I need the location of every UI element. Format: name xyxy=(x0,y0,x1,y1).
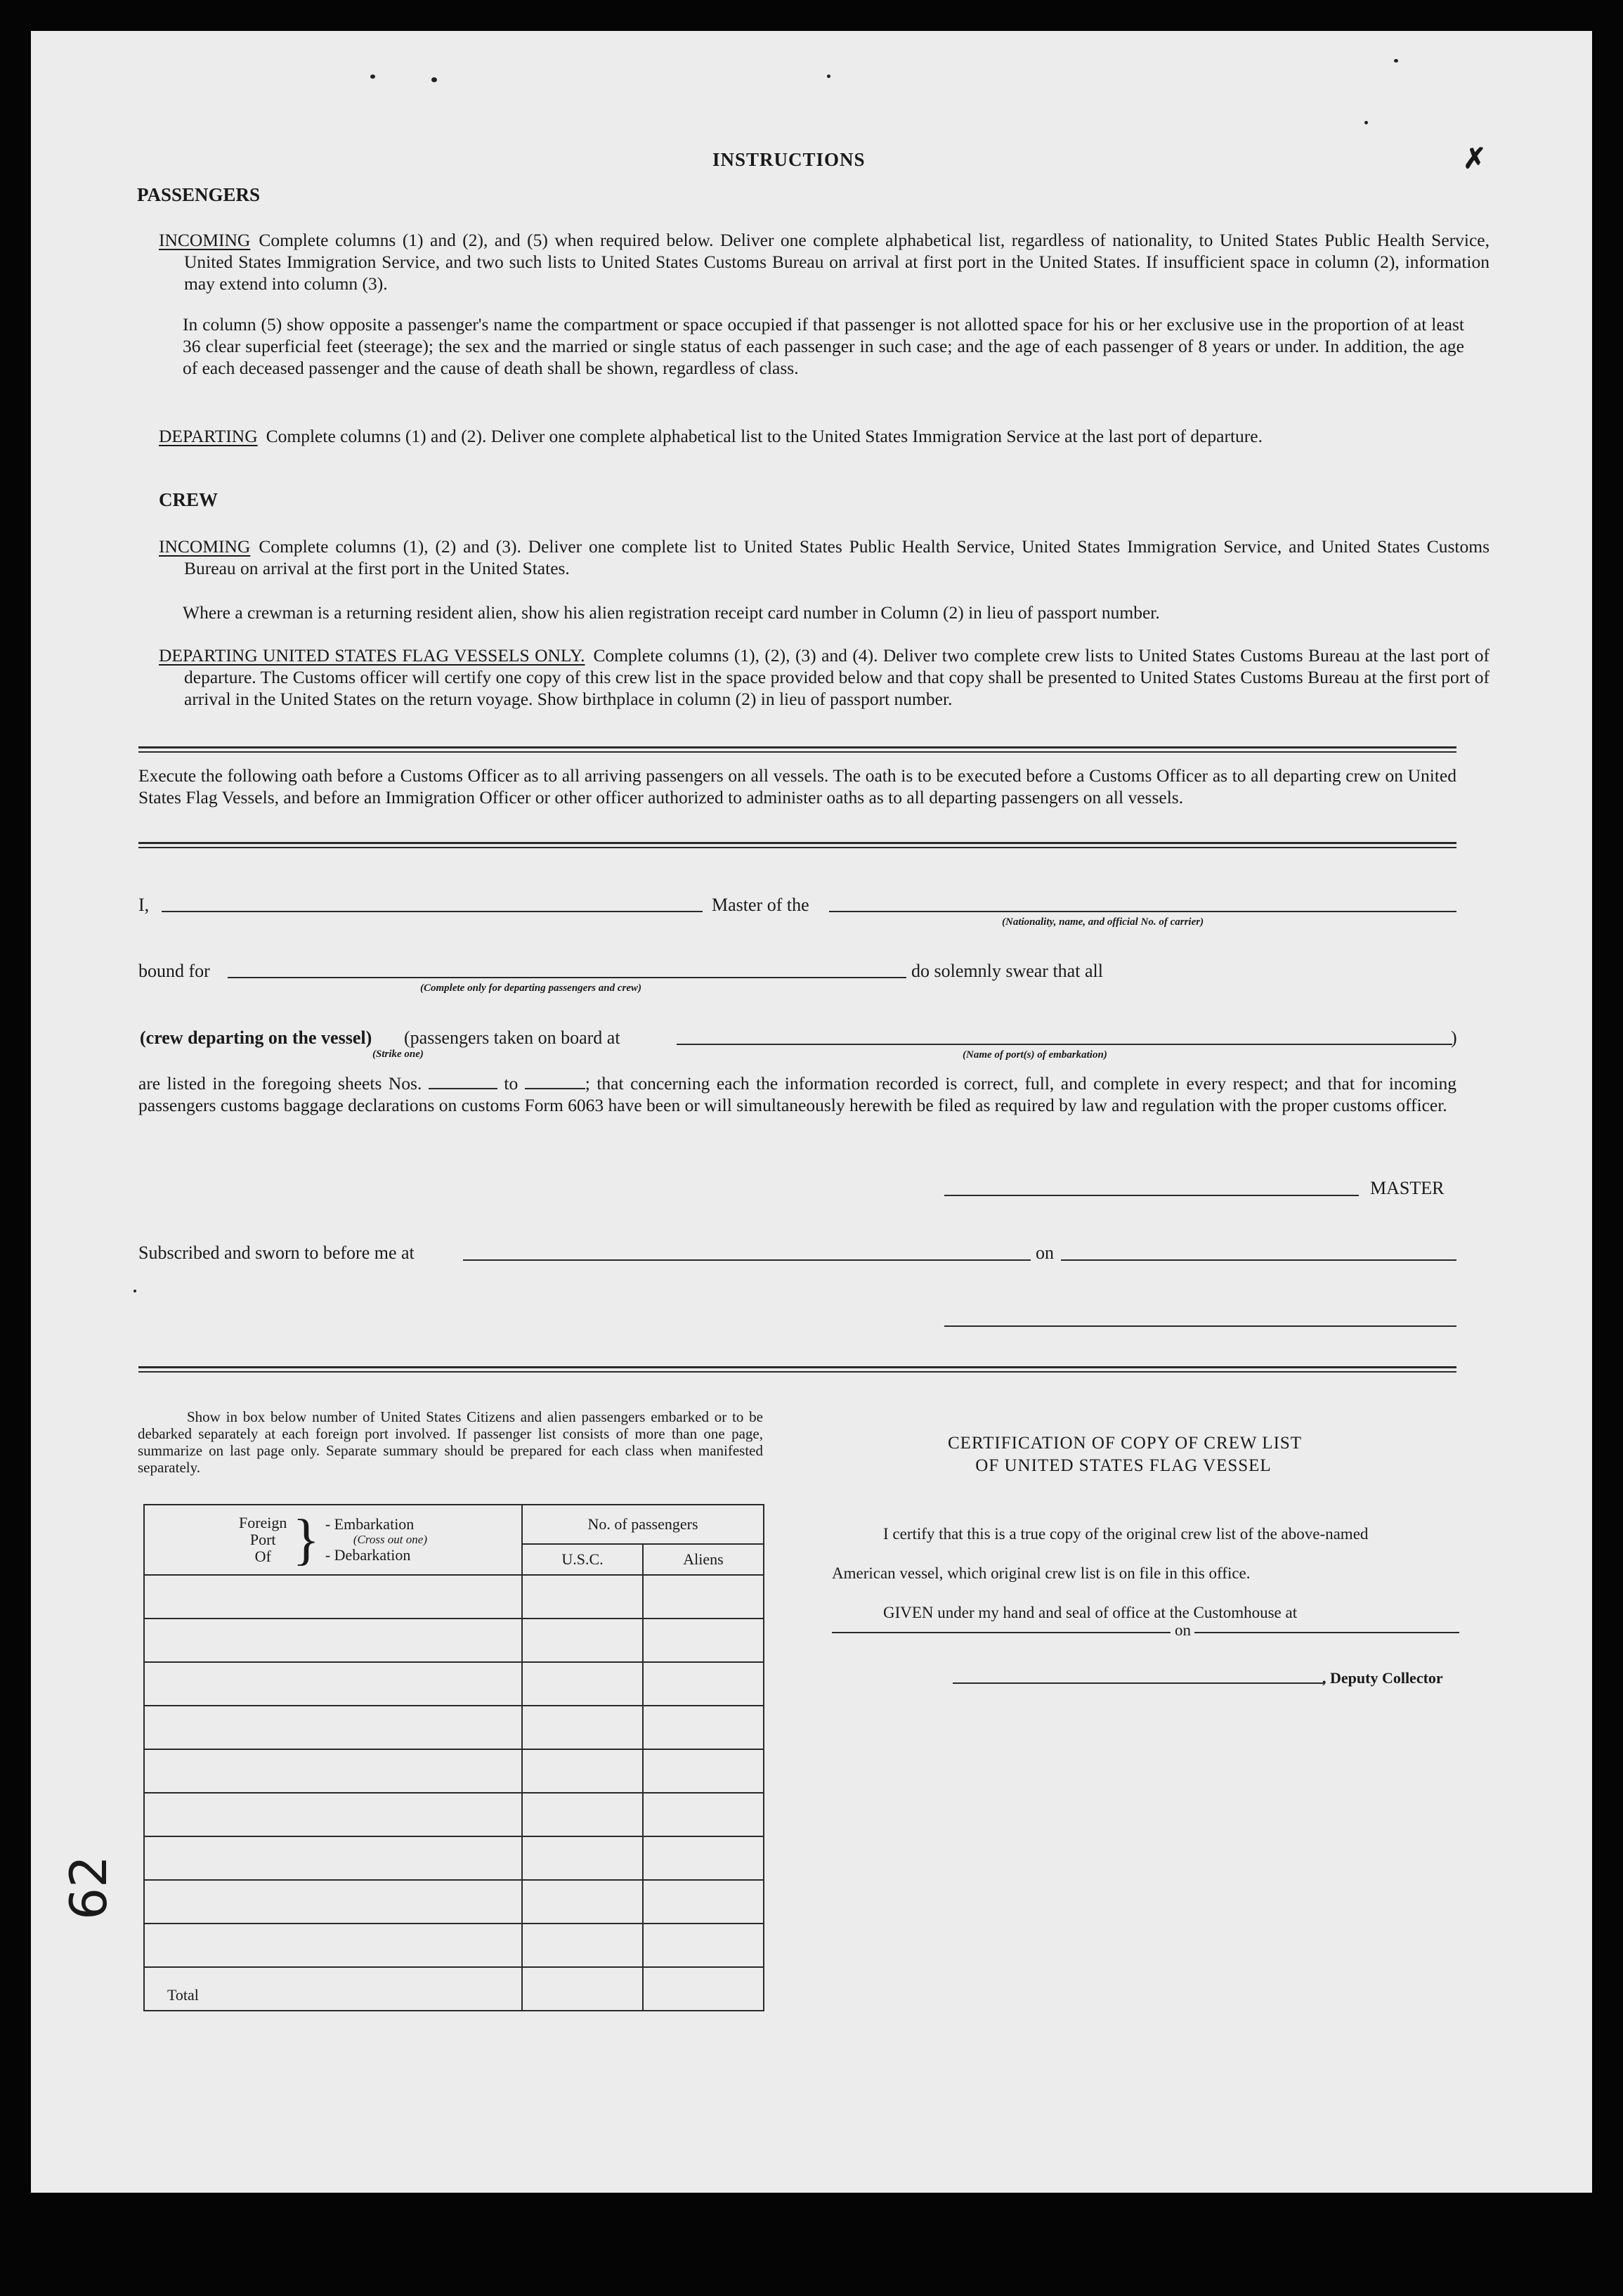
foreign-port-of xyxy=(239,1515,287,1565)
departing-label: DEPARTING xyxy=(159,426,258,446)
bound-for-field[interactable] xyxy=(228,977,906,978)
aliens-cell[interactable] xyxy=(643,1662,764,1706)
deputy-signature-field[interactable] xyxy=(953,1682,1324,1684)
speck xyxy=(431,77,437,82)
certification-title xyxy=(948,1432,1303,1477)
usc-header: U.S.C. xyxy=(522,1544,643,1575)
sheet-from-field[interactable] xyxy=(429,1088,497,1089)
debarkation-label: - Debarkation xyxy=(325,1546,411,1564)
port-cell[interactable] xyxy=(144,1924,522,1967)
brace-glyph: } xyxy=(292,1509,320,1571)
carrier-field[interactable] xyxy=(829,911,1456,912)
certification-title-line1: CERTIFICATION OF COPY OF CREW LIST xyxy=(948,1434,1303,1453)
sheet-to-field[interactable] xyxy=(525,1088,585,1089)
departing-text: Complete columns (1) and (2). Deliver one complete alphabetical list to the United States Immigration Service at the last port of departure. xyxy=(266,426,1263,446)
crew-incoming-text: Complete columns (1), (2) and (3). Deliver one complete list to United States Public Health Service, United States Immigration Service, and United States Customs Bureau on arrival at the first port in the United States. xyxy=(184,536,1490,578)
summary-instructions: Show in box below number of United States Citizens and alien passengers embarked or to be debarked separately at each foreign port involved. If passenger list consists of more than one page, summarize on last page only. Separate summary should be prepared for each class when manifested separately. xyxy=(138,1408,763,1476)
port-caption: (Name of port(s) of embarkation) xyxy=(963,1049,1107,1061)
crewman-instructions: Where a crewman is a returning resident alien, show his alien registration receipt card number in Column (2) in lieu of passport number. xyxy=(183,602,1160,623)
passenger-summary-table xyxy=(143,1504,764,2011)
speck xyxy=(827,74,830,78)
certification-date-field[interactable] xyxy=(1194,1632,1459,1633)
sheets-statement xyxy=(138,1072,1456,1116)
port-cell[interactable] xyxy=(144,1793,522,1836)
speck xyxy=(133,1290,136,1292)
incoming-label: INCOMING xyxy=(159,230,251,250)
certify-line2: American vessel, which original crew list is on file in this office. xyxy=(832,1564,1251,1582)
of-label: Of xyxy=(254,1548,271,1565)
instructions-title: INSTRUCTIONS xyxy=(712,149,866,170)
given-text: GIVEN under my hand and seal of office at the Customhouse at xyxy=(883,1604,1298,1621)
aliens-cell[interactable] xyxy=(643,1880,764,1924)
usc-cell[interactable] xyxy=(522,1836,643,1880)
crew-heading: CREW xyxy=(159,489,219,510)
bound-caption: (Complete only for departing passengers and crew) xyxy=(420,982,641,994)
oath-instructions: Execute the following oath before a Customs Officer as to all arriving passengers on all vessels. The oath is to be executed before a Customs Officer as to all departing crew on United States Flag Vessels, and before an Immigration Officer or other officer authorized to administer oaths as to all departing passengers on all vessels. xyxy=(138,765,1456,808)
passengers-departing-instructions xyxy=(159,425,1490,447)
port-cell[interactable] xyxy=(144,1836,522,1880)
i-label: I, xyxy=(138,895,150,915)
column5-instructions: In column (5) show opposite a passenger's name the compartment or space occupied if that passenger is not allotted space for his or her exclusive use in the proportion of at least 36 clear superficial feet (steerage); the sex and the married or single status of each passenger in such case; and the age of each passenger of 8 years or under. In addition, the age of each deceased passenger and the cause of death shall be shown, regardless of class. xyxy=(183,314,1464,378)
passengers-incoming-instructions xyxy=(159,229,1490,294)
usc-cell[interactable] xyxy=(522,1924,643,1967)
speck xyxy=(1394,59,1398,63)
to-label: to xyxy=(504,1073,519,1094)
pen-mark: ✗ xyxy=(1463,143,1487,174)
port-cell[interactable] xyxy=(144,1575,522,1619)
sworn-on-label: on xyxy=(1036,1243,1054,1263)
port-cell[interactable] xyxy=(144,1619,522,1662)
incoming-text: Complete columns (1) and (2), and (5) when required below. Deliver one complete alphabetical list, regardless of nationality, to United States Public Health Service, United States Immigration Service, and two such lists to United States Customs Bureau on arrival at first port in the United States. If insufficient space in column (2), information may extend into column (3). xyxy=(184,230,1490,294)
port-header-cell xyxy=(144,1505,522,1575)
aliens-cell[interactable] xyxy=(643,1836,764,1880)
cross-out-caption: (Cross out one) xyxy=(353,1533,427,1546)
swear-label: do solemnly swear that all xyxy=(911,961,1103,981)
form-page xyxy=(31,31,1592,2193)
aliens-cell[interactable] xyxy=(643,1706,764,1749)
officer-signature-field[interactable] xyxy=(944,1325,1456,1327)
speck xyxy=(1364,121,1368,124)
usc-cell[interactable] xyxy=(522,1575,643,1619)
embarkation-ports-field[interactable] xyxy=(677,1044,1452,1045)
aliens-total-cell[interactable] xyxy=(643,1967,764,2011)
strike-caption: (Strike one) xyxy=(372,1049,424,1060)
customhouse-field[interactable] xyxy=(832,1632,1171,1633)
crew-departing-label: (crew departing on the vessel) xyxy=(140,1027,372,1048)
port-cell[interactable] xyxy=(144,1662,522,1706)
master-of-label: Master of the xyxy=(712,895,809,915)
usc-cell[interactable] xyxy=(522,1662,643,1706)
flag-vessel-label: DEPARTING UNITED STATES FLAG VESSELS ONLY. xyxy=(159,645,585,666)
no-passengers-header: No. of passengers xyxy=(522,1505,764,1544)
speck xyxy=(370,74,375,79)
aliens-cell[interactable] xyxy=(643,1575,764,1619)
bound-for-label: bound for xyxy=(138,961,210,981)
crew-incoming-label: INCOMING xyxy=(159,536,251,557)
passengers-heading: PASSENGERS xyxy=(137,184,261,205)
divider xyxy=(138,746,1456,753)
embarkation-options xyxy=(325,1517,427,1563)
divider xyxy=(138,842,1456,848)
certification-on-label: on xyxy=(1175,1621,1191,1639)
usc-cell[interactable] xyxy=(522,1793,643,1836)
embarkation-label: - Embarkation xyxy=(325,1515,415,1533)
handwritten-margin-number: 62 xyxy=(58,1855,118,1920)
deputy-collector-label: , Deputy Collector xyxy=(1322,1669,1443,1687)
certify-line1: I certify that this is a true copy of the original crew list of the above-named xyxy=(883,1525,1369,1543)
master-name-field[interactable] xyxy=(162,911,703,912)
usc-cell[interactable] xyxy=(522,1749,643,1793)
total-label: Total xyxy=(144,1967,522,2011)
passengers-taken-option[interactable]: (passengers taken on board at xyxy=(404,1027,620,1048)
port-label: Port xyxy=(249,1531,276,1548)
aliens-cell[interactable] xyxy=(643,1749,764,1793)
listed-prefix: are listed in the foregoing sheets Nos. xyxy=(138,1073,422,1094)
usc-cell[interactable] xyxy=(522,1619,643,1662)
master-label: MASTER xyxy=(1370,1178,1445,1198)
sworn-date-field[interactable] xyxy=(1061,1259,1456,1261)
usc-total-cell[interactable] xyxy=(522,1967,643,2011)
flag-vessel-instructions xyxy=(159,644,1490,710)
master-signature-field[interactable] xyxy=(944,1195,1359,1196)
usc-cell[interactable] xyxy=(522,1880,643,1924)
aliens-cell[interactable] xyxy=(643,1924,764,1967)
aliens-cell[interactable] xyxy=(643,1619,764,1662)
divider xyxy=(138,1366,1456,1373)
crew-incoming-instructions xyxy=(159,536,1490,579)
certification-title-line2: OF UNITED STATES FLAG VESSEL xyxy=(975,1456,1272,1475)
flag-vessel-text: Complete columns (1), (2), (3) and (4). Deliver two complete crew lists to United States Customs Bureau at the last port of departure. The Customs officer will certify one copy of this crew list in the space provided below and that copy shall be presented to United States Customs Bureau at the first port of arrival in the United States on the return voyage. Show birthplace in column (2) in lieu of passport number. xyxy=(184,645,1490,709)
port-cell[interactable] xyxy=(144,1880,522,1924)
port-cell[interactable] xyxy=(144,1706,522,1749)
subscribed-label: Subscribed and sworn to before me at xyxy=(138,1243,415,1263)
usc-cell[interactable] xyxy=(522,1706,643,1749)
crew-departing-option[interactable] xyxy=(140,1027,372,1049)
aliens-header: Aliens xyxy=(643,1544,764,1575)
aliens-cell[interactable] xyxy=(643,1793,764,1836)
sworn-location-field[interactable] xyxy=(463,1259,1031,1261)
port-cell[interactable] xyxy=(144,1749,522,1793)
close-paren: ) xyxy=(1451,1027,1457,1048)
carrier-caption: (Nationality, name, and official No. of carrier) xyxy=(1002,916,1204,928)
foreign-label: Foreign xyxy=(238,1514,287,1531)
listed-suffix: ; that concerning each the information recorded is correct, full, and complete in every respect; and that for incoming passengers customs baggage declarations on customs Form 6063 have been or will simultaneously herewith be filed as required by law and regulation with the proper customs officer. xyxy=(138,1073,1457,1115)
